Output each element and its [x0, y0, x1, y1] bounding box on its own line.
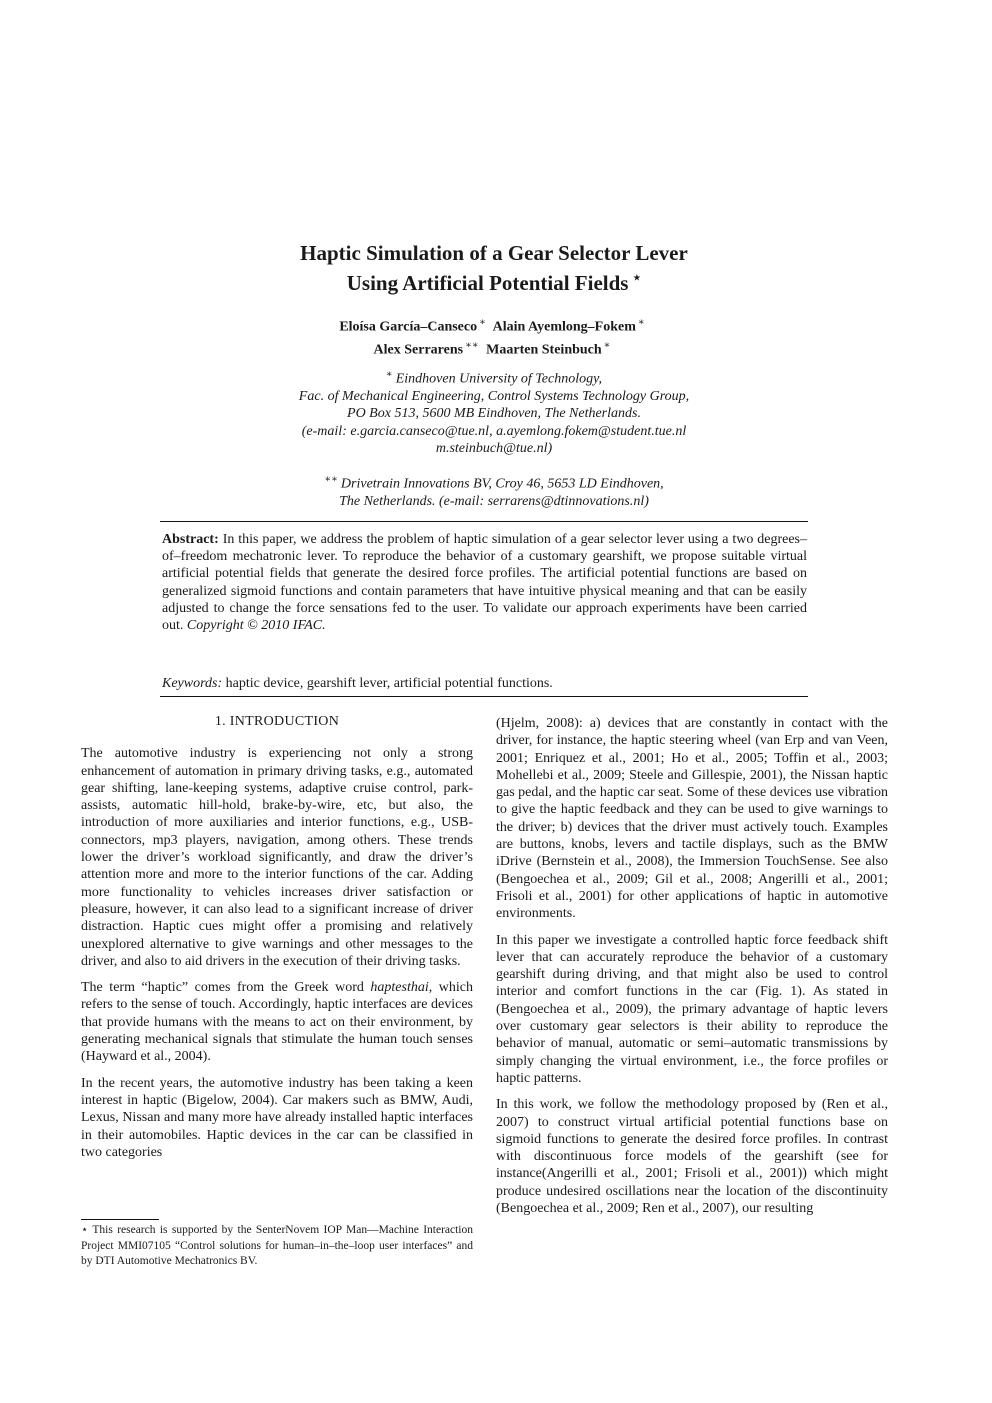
- author-name: Alex Serrarens: [373, 342, 464, 358]
- right-column: [496, 715, 888, 1226]
- affiliation-text: Drivetrain Innovations BV, Croy 46, 5653 LD Eindhoven,: [340, 476, 664, 492]
- keywords-text: haptic device, gearshift lever, artificial potential functions.: [225, 676, 553, 691]
- section-heading: 1. INTRODUCTION: [214, 714, 340, 729]
- affiliation-mark: ∗∗: [324, 474, 338, 485]
- author-name: Maarten Steinbuch: [486, 342, 602, 358]
- body-paragraph: In this work, we follow the methodology proposed by (Ren et al., 2007) to construct virtual artificial potential functions base on sigmoid functions to generate the desired force profiles. In contrast with discontinuous force models of the gearshift (see for instance(Angerilli et al., 2001; Frisoli et al., 2001)) which might produce undesired oscillations near the location of the discontinuity (Bengoechea et al., 2009; Ren et al., 2007), our resulting: [496, 1097, 888, 1217]
- paper-title: [160, 240, 828, 296]
- author-name: Alain Ayemlong–Fokem: [492, 319, 636, 335]
- affiliation-line: PO Box 513, 5600 MB Eindhoven, The Netherlands.: [347, 406, 641, 422]
- footnote-rule: [81, 1219, 159, 1220]
- keywords-label: Keywords:: [162, 676, 223, 691]
- paragraph-text: The term “haptic” comes from the Greek word: [81, 980, 371, 996]
- author-affil-mark: ∗∗: [465, 339, 479, 351]
- author-affil-mark: ∗: [479, 317, 486, 328]
- keywords-block: [162, 675, 807, 692]
- author-affil-mark: ∗: [637, 317, 645, 328]
- footnote: [81, 1223, 473, 1270]
- emphasized-word: haptesthai: [370, 980, 429, 996]
- title-footnote-mark: ⋆: [632, 271, 642, 286]
- affiliation-email-line: m.steinbuch@tue.nl): [435, 441, 553, 457]
- title-line-1: Haptic Simulation of a Gear Selector Lever: [300, 241, 688, 265]
- affiliation-email-line: (e-mail: e.garcia.canseco@tue.nl, a.ayemlong.fokem@student.tue.nl: [301, 423, 687, 439]
- copyright-notice: Copyright © 2010 IFAC.: [186, 618, 326, 634]
- abstract-block: [162, 531, 807, 634]
- affiliation-mark: ∗: [385, 369, 393, 380]
- abstract-bottom-rule: [160, 696, 808, 697]
- abstract-label: Abstract:: [162, 532, 219, 547]
- authors-line-1: [160, 314, 828, 337]
- abstract-text: In this paper, we address the problem of haptic simulation of a gear selector lever using a two degrees–of–freedom mechatronic lever. To reproduce the behavior of a customary gearshift, we propose suitable virtual artificial potential fields that generate the desired force profiles. The artificial potential functions are based on generalized sigmoid functions and contain parameters that have intuitive physical meaning and that can be easily adjusted to change the force sensations fed to the user. To validate our approach experiments have been carried out.: [162, 532, 807, 634]
- body-paragraph: In this paper we investigate a controlled haptic force feedback shift lever that can accurately reproduce the behavior of a customary gearshift during driving, and that might also be used to control interior and comfort functions in the car (Fig. 1). As stated in (Bengoechea et al., 2009), the primary advantage of haptic levers over customary gear selectors is their ability to reproduce the behavior of manual, automatic or semi–automatic transmissions by simply changing the virtual environment, i.e., the force profiles or haptic patterns.: [496, 932, 888, 1086]
- body-paragraph: (Hjelm, 2008): a) devices that are constantly in contact with the driver, for instance, the haptic steering wheel (van Erp and van Veen, 2001; Enriquez et al., 2001; Ho et al., 2005; Toffin et al., 2003; Mohellebi et al., 2009; Steele and Gillespie, 2001), the Nissan haptic gas pedal, and the haptic car seat. Some of these devices use vibration to give the haptic feedback and they can be used to give warnings to the driver; b) devices that the driver must actively touch. Examples are buttons, knobs, levers and tactile displays, such as the BMW iDrive (Bernstein et al., 2008), the Immersion TouchSense. See also (Bengoechea et al., 2009; Gil et al., 2008; Angerilli et al., 2001; Frisoli et al., 2001) for other applications of haptic in automotive environments.: [496, 716, 888, 922]
- footnote-mark: ⋆: [81, 1224, 89, 1236]
- affiliation-line: [160, 471, 828, 493]
- affiliation-line: Fac. of Mechanical Engineering, Control Systems Technology Group,: [298, 389, 690, 405]
- affiliation-text: Eindhoven University of Technology,: [395, 371, 603, 387]
- paragraph-text: , which refers to the sense of touch. Accordingly, haptic interfaces are devices that provide humans with the means to act on their environment, by generating mechanical signals that stimulate the human touch senses (Hayward et al., 2004).: [81, 980, 473, 1065]
- abstract-top-rule: [160, 521, 808, 522]
- title-line-2: [160, 266, 828, 296]
- title-line-2-text: Using Artificial Potential Fields: [346, 271, 629, 295]
- author-name: Eloísa García–Canseco: [339, 319, 478, 335]
- left-column: [81, 712, 473, 1170]
- affiliation-email-line: The Netherlands. (e-mail: serrarens@dtinnovations.nl): [339, 494, 649, 510]
- footnote-text: This research is supported by the SenterNovem IOP Man—Machine Interaction Project MMI07105 “Control solutions for human–in–the–loop user interfaces” and by DTI Automotive Mechatronics BV.: [81, 1224, 473, 1268]
- body-paragraph: In the recent years, the automotive industry has been taking a keen interest in haptic (Bigelow, 2004). Car makers such as BMW, Audi, Lexus, Nissan and many more have already installed haptic interfaces in their automobiles. Haptic devices in the car can be classified in two categories: [81, 1075, 473, 1160]
- body-paragraph: The automotive industry is experiencing not only a strong enhancement of automation in primary driving tasks, e.g., automated gear shifting, lane-keeping systems, adaptive cruise control, park-assists, automatic hill-hold, brake-by-wire, etc, but also, the introduction of more auxiliaries and interior functions, e.g., USB-connectors, mp3 players, navigation, among others. These trends lower the driver’s workload significantly, and draw the driver’s attention more and more to the interior functions of the car. Adding more functionality to vehicles increases driver satisfaction or pleasure, however, it can also lead to a significant increase of driver distraction. Haptic cues might offer a promising and relatively unexplored alternative to give warnings and other messages to the driver, and also to aid drivers in the execution of their driving tasks.: [81, 746, 473, 969]
- affiliation-tue: [160, 366, 828, 458]
- author-list: [160, 314, 828, 359]
- affiliation-dti: [160, 471, 828, 510]
- affiliation-line: [160, 366, 828, 388]
- body-paragraph: [81, 979, 473, 1065]
- author-affil-mark: ∗: [603, 339, 611, 351]
- authors-line-2: [160, 337, 828, 360]
